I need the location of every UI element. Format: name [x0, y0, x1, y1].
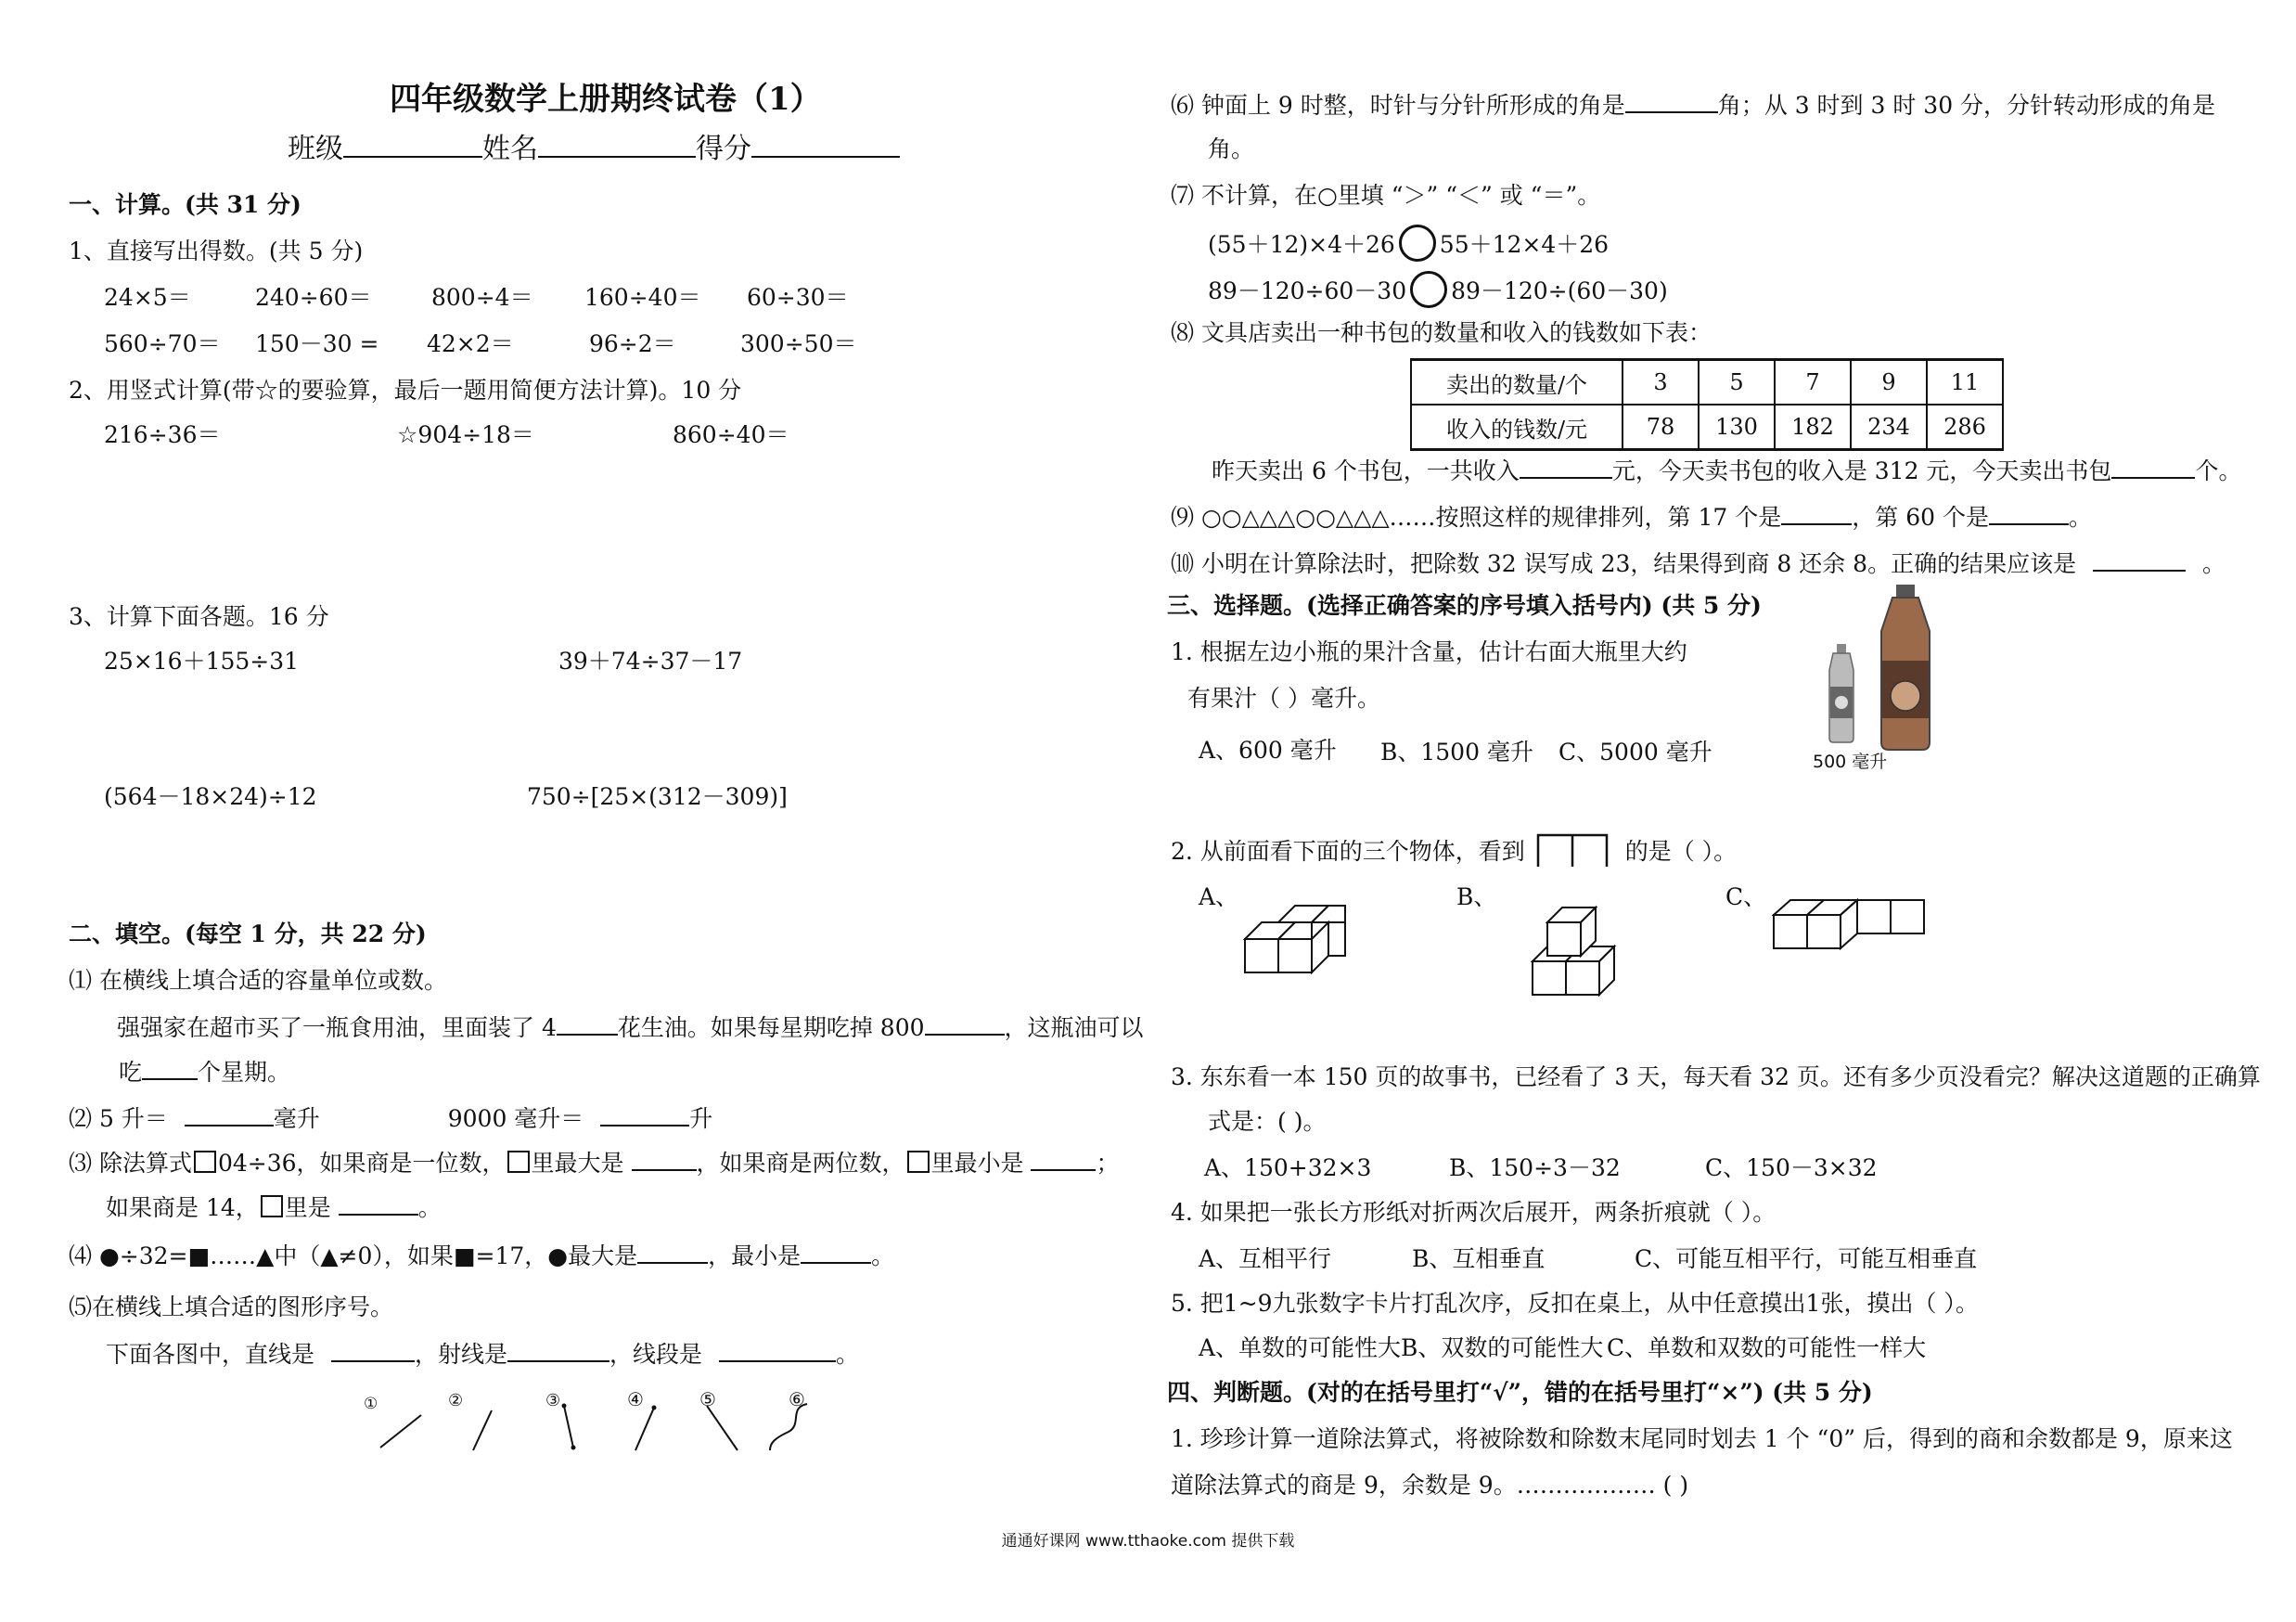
- figure-segment-3: [564, 1406, 573, 1448]
- cube-figure-c: [1774, 891, 1931, 965]
- s4-q1-line: 1. 珍珍计算一道除法算式，将被除数和除数末尾同时划去 1 个 “0” 后，得到的商和余数都是 9，原来这: [1171, 1425, 2233, 1452]
- s1-q3-label: 3、计算下面各题。16 分: [69, 603, 329, 630]
- answer-blank[interactable]: [1781, 501, 1852, 525]
- large-bottle: [1881, 585, 1930, 750]
- s3-q4-option[interactable]: A、互相平行: [1199, 1245, 1332, 1272]
- front-view-shape-icon: [1533, 831, 1612, 869]
- answer-blank[interactable]: [142, 1056, 198, 1080]
- s3-q5-line: 5. 把1~9九张数字卡片打乱次序，反扣在桌上，从中任意摸出1张，摸出（ ）。: [1171, 1290, 1979, 1317]
- s2-q3-line: ⑶ 除法算式 04÷36，如果商是一位数， 里最大是 ，如果商是两位数， 里最小是 ；: [69, 1147, 1120, 1179]
- r-q8-line: 昨天卖出 6 个书包，一共收入 元，今天卖书包的收入是 312 元，今天卖出书包 个。: [1212, 455, 2241, 487]
- square-icon: [194, 1151, 216, 1173]
- section-4-heading: 四、判断题。(对的在括号里打“√”，错的在括号里打“×”) (共 5 分): [1167, 1379, 1873, 1406]
- s3-q2-line: 2. 从前面看下面的三个物体，看到 的是（ ）。: [1171, 831, 1737, 869]
- s3-q4-line: 4. 如果把一张长方形纸对折两次后展开，两条折痕就（ ）。: [1171, 1199, 1777, 1226]
- score-label: 得分: [696, 133, 751, 165]
- s3-q4-option[interactable]: B、互相垂直: [1412, 1245, 1546, 1272]
- table-row: [1411, 360, 2003, 406]
- s3-q1-option[interactable]: C、5000 毫升: [1558, 739, 1712, 766]
- answer-blank[interactable]: [637, 1240, 708, 1264]
- s3-q1-option[interactable]: B、1500 毫升: [1380, 739, 1533, 766]
- s1-q3-item: 750÷[25×(312－309)]: [527, 783, 788, 810]
- name-blank[interactable]: [538, 134, 696, 158]
- s3-q2-option[interactable]: C、: [1725, 883, 1767, 910]
- figure-number: ④: [627, 1388, 644, 1410]
- table-cell: 9: [1851, 360, 1927, 406]
- figure-number: ②: [448, 1391, 464, 1410]
- r-q8-label: ⑻ 文具店卖出一种书包的数量和收入的钱数如下表：: [1171, 319, 1712, 346]
- table-cell: 5: [1699, 360, 1775, 406]
- s1-q1-item: 240÷60＝: [255, 284, 372, 311]
- line-figures: [380, 1397, 863, 1471]
- score-blank[interactable]: [751, 134, 900, 158]
- compare-circle[interactable]: [1410, 271, 1447, 308]
- page-title: 四年级数学上册期终试卷（1）: [390, 81, 822, 118]
- s1-q2-label: 2、用竖式计算(带☆的要验算，最后一题用简便方法计算)。10 分: [69, 377, 742, 404]
- figure-number: ③: [545, 1391, 561, 1410]
- answer-blank[interactable]: [339, 1191, 418, 1216]
- table-cell: 78: [1623, 405, 1699, 450]
- table-cell: 286: [1927, 405, 2003, 450]
- square-icon: [507, 1151, 530, 1173]
- s1-q1-item: 60÷30＝: [747, 284, 849, 311]
- page-footer: 通通好课网 www.tthaoke.com 提供下载: [1001, 1532, 1295, 1551]
- figure-endpoint: [562, 1404, 567, 1409]
- figure-ray-4: [635, 1408, 654, 1450]
- table-cell: 130: [1699, 405, 1775, 450]
- s1-q3-item: 39＋74÷37－17: [558, 648, 743, 675]
- figure-line-2: [473, 1410, 492, 1450]
- cube-figure-a: [1245, 891, 1356, 993]
- s1-q1-item: 560÷70＝: [104, 330, 221, 357]
- answer-blank[interactable]: [925, 1011, 1005, 1036]
- s4-q1-line-2: 道除法算式的商是 9，余数是 9。……………… ( ): [1171, 1472, 1689, 1499]
- table-cell: 3: [1623, 360, 1699, 406]
- s3-q2-option[interactable]: A、: [1199, 883, 1239, 910]
- s3-q1-line: 1. 根据左边小瓶的果汁含量，估计右面大瓶里大约: [1171, 638, 1687, 665]
- s1-q2-item: 216÷36＝: [104, 421, 221, 448]
- answer-blank[interactable]: [719, 1338, 836, 1362]
- table-cell: 234: [1851, 405, 1927, 450]
- table-cell: 182: [1775, 405, 1851, 450]
- section-3-heading: 三、选择题。(选择正确答案的序号填入括号内) (共 5 分): [1167, 592, 1762, 619]
- table-row-header: 收入的钱数/元: [1411, 405, 1623, 450]
- answer-blank[interactable]: [557, 1011, 618, 1036]
- s3-q5-option[interactable]: C、单数和双数的可能性一样大: [1607, 1334, 1927, 1361]
- figure-curve-6: [770, 1404, 807, 1450]
- s1-q3-item: 25×16＋155÷31: [104, 648, 300, 675]
- s1-q1-item: 160÷40＝: [584, 284, 701, 311]
- answer-blank[interactable]: [331, 1338, 415, 1362]
- s2-q4-line: ⑷ ●÷32=■……▲中（▲≠0），如果■=17，●最大是 ，最小是 。: [69, 1240, 894, 1272]
- figure-number: ①: [364, 1395, 378, 1413]
- figure-line-1: [380, 1415, 421, 1448]
- answer-blank[interactable]: [1031, 1147, 1096, 1171]
- figure-endpoint: [652, 1406, 657, 1410]
- s3-q2-option[interactable]: B、: [1456, 883, 1497, 910]
- compare-circle[interactable]: [1399, 225, 1436, 262]
- s2-q1-line-2: 吃 个星期。: [119, 1056, 290, 1088]
- r-q7-compare-1: (55＋12)×4＋26 55＋12×4＋26: [1208, 225, 1609, 262]
- figure-number: ⑤: [699, 1388, 716, 1410]
- answer-blank[interactable]: [1989, 501, 2069, 525]
- s2-q3-line-2: 如果商是 14， 里是 。: [106, 1191, 442, 1224]
- r-q9-line: ⑼ ○○△△△○○△△△……按照这样的规律排列，第 17 个是 ，第 60 个是 。: [1171, 501, 2092, 534]
- section-2-heading: 二、填空。(每空 1 分，共 22 分): [69, 920, 427, 947]
- section-1-heading: 一、计算。(共 31 分): [69, 191, 301, 218]
- answer-blank[interactable]: [600, 1102, 689, 1126]
- answer-blank[interactable]: [507, 1338, 609, 1362]
- answer-blank[interactable]: [2111, 455, 2195, 479]
- answer-blank[interactable]: [1625, 89, 1718, 113]
- s1-q1-item: 24×5＝: [104, 284, 191, 311]
- r-q6-line: ⑹ 钟面上 9 时整，时针与分针所形成的角是 角；从 3 时到 3 时 30 分，分针转动形成的角是: [1171, 89, 2215, 122]
- sales-table: [1410, 358, 2004, 451]
- small-bottle: [1829, 644, 1853, 742]
- name-label: 姓名: [482, 133, 538, 165]
- s3-q1-line-2: 有果汁（ ）毫升。: [1187, 685, 1380, 712]
- s2-q5-label: ⑸在横线上填合适的图形序号。: [69, 1294, 394, 1320]
- s2-q5-line: 下面各图中，直线是 ，射线是 ，线段是 。: [106, 1338, 859, 1371]
- s3-q1-option[interactable]: A、600 毫升: [1199, 737, 1337, 764]
- figure-endpoint: [571, 1446, 576, 1450]
- s1-q2-item: 860÷40＝: [673, 421, 789, 448]
- class-blank[interactable]: [343, 134, 482, 158]
- answer-blank[interactable]: [185, 1102, 274, 1126]
- s3-q3-option[interactable]: B、150÷3－32: [1449, 1154, 1621, 1181]
- class-label: 班级: [288, 133, 343, 165]
- s3-q5-option[interactable]: A、单数的可能性大: [1199, 1334, 1402, 1361]
- answer-blank[interactable]: [632, 1147, 697, 1171]
- answer-blank[interactable]: [801, 1240, 871, 1264]
- s2-q1-line: 强强家在超市买了一瓶食用油，里面装了 4 花生油。如果每星期吃掉 800 ，这瓶油可以: [117, 1011, 1144, 1044]
- s3-q3-option[interactable]: C、150－3×32: [1705, 1154, 1878, 1181]
- square-icon: [261, 1195, 283, 1217]
- s2-q2-line: ⑵ 5 升＝ 毫升 9000 毫升＝ 升: [69, 1102, 712, 1135]
- r-q7-label: ⑺ 不计算，在○里填 “＞” “＜” 或 “＝”。: [1171, 182, 1601, 209]
- s1-q1-item: 96÷2＝: [589, 330, 676, 357]
- r-q7-compare-2: 89－120÷60－30 89－120÷(60－30): [1208, 271, 1668, 308]
- s3-q5-option[interactable]: B、双数的可能性大: [1401, 1334, 1604, 1361]
- s1-q1-item: 150－30 =: [255, 330, 379, 357]
- s1-q1-item: 42×2＝: [427, 330, 514, 357]
- answer-blank[interactable]: [1520, 455, 1612, 479]
- s1-q2-item: ☆904÷18＝: [397, 421, 534, 448]
- square-icon: [907, 1151, 930, 1173]
- bottle-label: 500 毫升: [1813, 752, 1888, 772]
- figure-number: ⑥: [789, 1388, 805, 1410]
- s1-q1-label: 1、直接写出得数。(共 5 分): [69, 238, 364, 264]
- r-q10-line: ⑽ 小明在计算除法时，把除数 32 误写成 23，结果得到商 8 还余 8。正确的结果应该是 。: [1171, 547, 2225, 580]
- s3-q3-line: 3. 东东看一本 150 页的故事书，已经看了 3 天，每天看 32 页。还有多少页没看完？解决这道题的正确算: [1171, 1063, 2261, 1090]
- s1-q1-item: 800÷4＝: [431, 284, 533, 311]
- answer-blank[interactable]: [2093, 547, 2186, 572]
- cube-figure-b: [1533, 891, 1653, 1011]
- s1-q1-item: 300÷50＝: [740, 330, 857, 357]
- table-cell: 7: [1775, 360, 1851, 406]
- s3-q3-line-2: 式是：( )。: [1208, 1108, 1327, 1135]
- s3-q4-option[interactable]: C、可能互相平行，可能互相垂直: [1635, 1245, 1978, 1272]
- figure-line-5: [707, 1406, 738, 1450]
- s1-q3-item: (564－18×24)÷12: [104, 783, 317, 810]
- student-info-line: [288, 134, 900, 165]
- table-row-header: 卖出的数量/个: [1411, 360, 1623, 406]
- r-q6-line-2: 角。: [1208, 135, 1255, 162]
- s2-q1-label: ⑴ 在横线上填合适的容量单位或数。: [69, 967, 447, 994]
- table-row: [1411, 405, 2003, 450]
- table-cell: 11: [1927, 360, 2003, 406]
- s3-q3-option[interactable]: A、150+32×3: [1204, 1154, 1372, 1181]
- juice-bottles-image: [1811, 585, 1941, 761]
